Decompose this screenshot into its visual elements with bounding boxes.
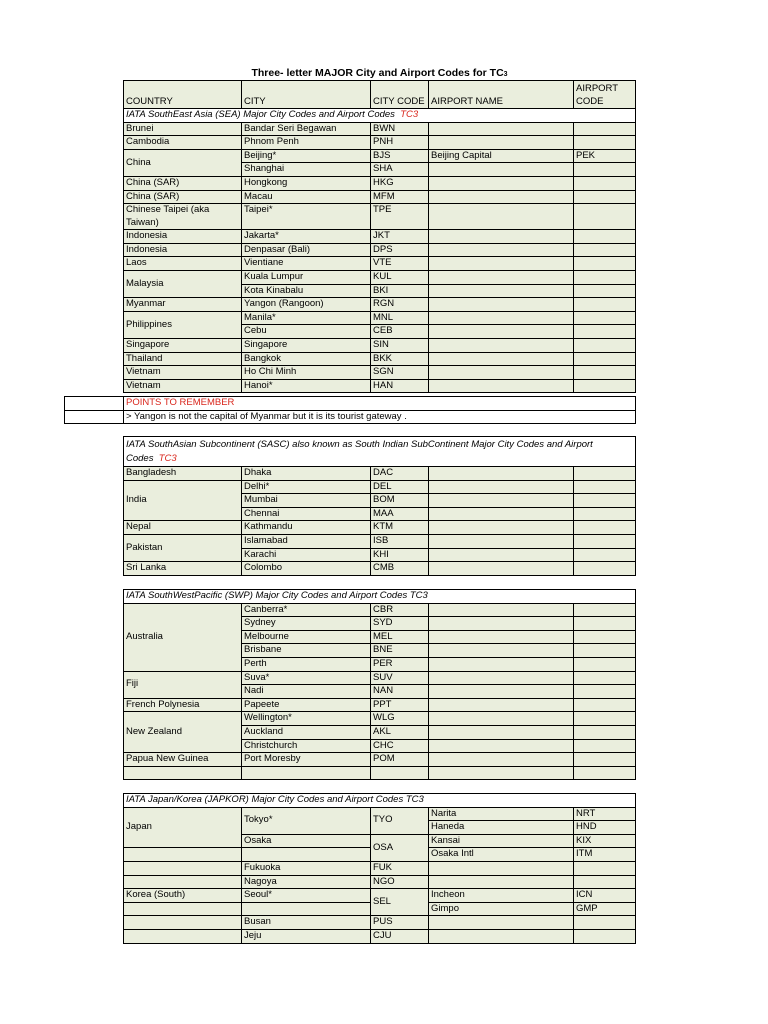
- city-code-cell: CEB: [371, 325, 429, 339]
- city-cell: Beijing*: [242, 149, 371, 163]
- city-cell: Christchurch: [242, 739, 371, 753]
- section-title-sasc: IATA SouthAsian Subcontinent (SASC) also known as South Indian SubContinent Major City Codes and Airport Codes TC3: [124, 437, 636, 467]
- country-cell: Laos: [124, 257, 242, 271]
- table-row: [124, 916, 636, 930]
- city-code-cell: PPT: [371, 698, 429, 712]
- airport-name-cell: [429, 163, 574, 177]
- table-row: [124, 753, 636, 767]
- points-note: > Yangon is not the capital of Myanmar but it is its tourist gateway .: [124, 410, 636, 424]
- table-row: [124, 766, 636, 780]
- city-code-cell: CJU: [371, 929, 429, 943]
- country-cell: China: [124, 149, 242, 176]
- airport-name-cell: [429, 176, 574, 190]
- airport-name-cell: Gimpo: [429, 902, 574, 916]
- city-code-cell: JKT: [371, 230, 429, 244]
- city-cell: Denpasar (Bali): [242, 243, 371, 257]
- city-cell: Wellington*: [242, 712, 371, 726]
- airport-code-cell: [574, 284, 636, 298]
- city-code-cell: BWN: [371, 122, 429, 136]
- city-code-cell: PER: [371, 657, 429, 671]
- city-code-cell: PUS: [371, 916, 429, 930]
- table-row: [124, 861, 636, 875]
- city-code-cell: CMB: [371, 562, 429, 576]
- city-code-cell: DEL: [371, 480, 429, 494]
- table-row: [124, 190, 636, 204]
- country-cell: Korea (South): [124, 889, 242, 903]
- city-code-cell: SYD: [371, 617, 429, 631]
- city-code-cell: TYO: [371, 807, 429, 834]
- city-code-cell: BOM: [371, 494, 429, 508]
- airport-name-cell: Beijing Capital: [429, 149, 574, 163]
- city-code-cell: MFM: [371, 190, 429, 204]
- sasc-table: [123, 436, 636, 576]
- city-cell: Brisbane: [242, 644, 371, 658]
- city-cell: Delhi*: [242, 480, 371, 494]
- city-code-cell: SUV: [371, 671, 429, 685]
- country-cell: Nepal: [124, 521, 242, 535]
- city-cell: Colombo: [242, 562, 371, 576]
- city-cell: Islamabad: [242, 534, 371, 548]
- city-cell: Perth: [242, 657, 371, 671]
- table-row: [124, 257, 636, 271]
- table-row: [124, 176, 636, 190]
- city-code-cell: TPE: [371, 204, 429, 230]
- table-row: [124, 243, 636, 257]
- table-row: [124, 136, 636, 150]
- table-row: [124, 311, 636, 325]
- page-title: Three- letter MAJOR City and Airport Codes for TC3: [251, 67, 508, 79]
- airport-name-cell: [429, 352, 574, 366]
- city-code-cell: RGN: [371, 298, 429, 312]
- country-cell: Brunei: [124, 122, 242, 136]
- city-code-cell: SHA: [371, 163, 429, 177]
- city-code-cell: BKK: [371, 352, 429, 366]
- city-cell: Kathmandu: [242, 521, 371, 535]
- city-code-cell: KUL: [371, 270, 429, 284]
- airport-name-cell: [429, 190, 574, 204]
- airport-code-cell: [574, 243, 636, 257]
- points-to-remember: [64, 396, 636, 424]
- airport-code-cell: HND: [574, 821, 636, 835]
- airport-code-cell: [574, 379, 636, 393]
- table-row: [124, 875, 636, 889]
- airport-name-cell: [429, 257, 574, 271]
- city-code-cell: BJS: [371, 149, 429, 163]
- airport-name-cell: [429, 270, 574, 284]
- airport-code-cell: [574, 136, 636, 150]
- city-cell: Sydney: [242, 617, 371, 631]
- city-cell: Karachi: [242, 548, 371, 562]
- country-cell: Japan: [124, 807, 242, 848]
- city-cell: Mumbai: [242, 494, 371, 508]
- country-cell: Indonesia: [124, 230, 242, 244]
- country-cell: China (SAR): [124, 176, 242, 190]
- airport-code-cell: [574, 270, 636, 284]
- city-code-cell: PNH: [371, 136, 429, 150]
- airport-code-cell: ICN: [574, 889, 636, 903]
- table-row: [124, 929, 636, 943]
- city-cell: Hongkong: [242, 176, 371, 190]
- city-cell: Osaka: [242, 834, 371, 848]
- city-code-cell: KHI: [371, 548, 429, 562]
- airport-code-cell: [574, 257, 636, 271]
- table-row: [124, 149, 636, 163]
- header-city: CITY: [242, 81, 371, 109]
- city-cell: Jakarta*: [242, 230, 371, 244]
- city-code-cell: MEL: [371, 630, 429, 644]
- airport-code-cell: [574, 338, 636, 352]
- city-cell: Cebu: [242, 325, 371, 339]
- city-cell: Taipei*: [242, 204, 371, 230]
- city-cell: Yangon (Rangoon): [242, 298, 371, 312]
- section-title-japkor: IATA Japan/Korea (JAPKOR) Major City Codes and Airport Codes TC3: [124, 794, 636, 808]
- city-cell: Phnom Penh: [242, 136, 371, 150]
- table-row: [124, 204, 636, 230]
- japkor-table: [123, 793, 636, 944]
- city-code-cell: POM: [371, 753, 429, 767]
- table-row: [124, 562, 636, 576]
- table-row: [124, 298, 636, 312]
- city-cell: Papeete: [242, 698, 371, 712]
- country-cell: Fiji: [124, 671, 242, 698]
- table-row: [124, 712, 636, 726]
- header-country: COUNTRY: [124, 81, 242, 109]
- table-row: [124, 270, 636, 284]
- city-cell: Suva*: [242, 671, 371, 685]
- table-row: [124, 671, 636, 685]
- airport-code-cell: [574, 190, 636, 204]
- airport-code-cell: PEK: [574, 149, 636, 163]
- table-row: [124, 352, 636, 366]
- city-code-cell: AKL: [371, 725, 429, 739]
- city-cell: Manila*: [242, 311, 371, 325]
- airport-code-cell: [574, 122, 636, 136]
- city-cell: Kota Kinabalu: [242, 284, 371, 298]
- country-cell: Vietnam: [124, 379, 242, 393]
- city-code-cell: HAN: [371, 379, 429, 393]
- country-cell: Singapore: [124, 338, 242, 352]
- airport-code-cell: [574, 352, 636, 366]
- city-code-cell: VTE: [371, 257, 429, 271]
- city-code-cell: FUK: [371, 861, 429, 875]
- country-cell: Cambodia: [124, 136, 242, 150]
- table-row: [124, 122, 636, 136]
- country-cell: Thailand: [124, 352, 242, 366]
- city-code-cell: BKI: [371, 284, 429, 298]
- city-cell: Chennai: [242, 507, 371, 521]
- city-code-cell: NGO: [371, 875, 429, 889]
- airport-name-cell: [429, 311, 574, 325]
- airport-name-cell: Osaka Intl: [429, 848, 574, 862]
- city-cell: Fukuoka: [242, 861, 371, 875]
- airport-code-cell: ITM: [574, 848, 636, 862]
- country-cell: Myanmar: [124, 298, 242, 312]
- airport-code-cell: [574, 298, 636, 312]
- airport-code-cell: [574, 230, 636, 244]
- table-row: [124, 480, 636, 494]
- airport-name-cell: [429, 366, 574, 380]
- city-code-cell: ISB: [371, 534, 429, 548]
- airport-name-cell: [429, 298, 574, 312]
- country-cell: Vietnam: [124, 366, 242, 380]
- points-title: POINTS TO REMEMBER: [124, 397, 636, 411]
- city-cell: Kuala Lumpur: [242, 270, 371, 284]
- table-row: [124, 379, 636, 393]
- table-row: [124, 366, 636, 380]
- airport-code-cell: [574, 311, 636, 325]
- city-cell: Shanghai: [242, 163, 371, 177]
- country-cell: Papua New Guinea: [124, 753, 242, 767]
- city-code-cell: BNE: [371, 644, 429, 658]
- airport-name-cell: [429, 243, 574, 257]
- city-code-cell: CHC: [371, 739, 429, 753]
- airport-code-cell: [574, 366, 636, 380]
- city-cell: Bandar Seri Begawan: [242, 122, 371, 136]
- city-code-cell: HKG: [371, 176, 429, 190]
- city-cell: Vientiane: [242, 257, 371, 271]
- table-row: [124, 889, 636, 903]
- city-code-cell: MAA: [371, 507, 429, 521]
- city-cell: Melbourne: [242, 630, 371, 644]
- airport-name-cell: [429, 204, 574, 230]
- table-row: [124, 603, 636, 617]
- city-code-cell: DAC: [371, 467, 429, 481]
- airport-name-cell: [429, 338, 574, 352]
- airport-code-cell: [574, 176, 636, 190]
- city-code-cell: KTM: [371, 521, 429, 535]
- airport-code-cell: NRT: [574, 807, 636, 821]
- city-code-cell: MNL: [371, 311, 429, 325]
- city-code-cell: SEL: [371, 889, 429, 916]
- airport-code-cell: [574, 325, 636, 339]
- city-cell: Tokyo*: [242, 807, 371, 834]
- airport-name-cell: [429, 284, 574, 298]
- country-cell: Chinese Taipei (aka Taiwan): [124, 204, 242, 230]
- city-cell: Auckland: [242, 725, 371, 739]
- city-cell: Canberra*: [242, 603, 371, 617]
- city-cell: Nadi: [242, 685, 371, 699]
- header-row: [124, 81, 636, 109]
- city-cell: Port Moresby: [242, 753, 371, 767]
- country-cell: Indonesia: [124, 243, 242, 257]
- city-code-cell: NAN: [371, 685, 429, 699]
- airport-name-cell: [429, 379, 574, 393]
- city-cell: Seoul*: [242, 889, 371, 903]
- table-row: [124, 698, 636, 712]
- airport-name-cell: Incheon: [429, 889, 574, 903]
- section-title-swp: IATA SouthWestPacific (SWP) Major City Codes and Airport Codes TC3: [124, 590, 636, 604]
- city-code-cell: CBR: [371, 603, 429, 617]
- city-cell: Jeju: [242, 929, 371, 943]
- country-cell: China (SAR): [124, 190, 242, 204]
- airport-name-cell: [429, 325, 574, 339]
- airport-code-cell: [574, 163, 636, 177]
- airport-code-cell: KIX: [574, 834, 636, 848]
- header-city-code: CITY CODE: [371, 81, 429, 109]
- table-row: [124, 521, 636, 535]
- section-row: [124, 109, 636, 123]
- airport-code-cell: [574, 204, 636, 230]
- airport-name-cell: Kansai: [429, 834, 574, 848]
- airport-code-cell: GMP: [574, 902, 636, 916]
- airport-name-cell: [429, 136, 574, 150]
- country-cell: Malaysia: [124, 270, 242, 297]
- city-cell: Bangkok: [242, 352, 371, 366]
- city-code-cell: SIN: [371, 338, 429, 352]
- city-cell: Singapore: [242, 338, 371, 352]
- city-code-cell: OSA: [371, 834, 429, 861]
- table-row: [124, 534, 636, 548]
- city-cell: Hanoi*: [242, 379, 371, 393]
- header-airport-code: AIRPORT CODE: [574, 81, 636, 109]
- city-cell: Macau: [242, 190, 371, 204]
- header-airport-name: AIRPORT NAME: [429, 81, 574, 109]
- city-code-cell: WLG: [371, 712, 429, 726]
- city-cell: Dhaka: [242, 467, 371, 481]
- city-code-cell: DPS: [371, 243, 429, 257]
- table-row: [124, 467, 636, 481]
- country-cell: Pakistan: [124, 534, 242, 561]
- airport-name-cell: [429, 122, 574, 136]
- country-cell: Philippines: [124, 311, 242, 338]
- airport-name-cell: Narita: [429, 807, 574, 821]
- country-cell: Bangladesh: [124, 467, 242, 481]
- city-cell: Busan: [242, 916, 371, 930]
- table-row: [124, 338, 636, 352]
- country-cell: French Polynesia: [124, 698, 242, 712]
- country-cell: Sri Lanka: [124, 562, 242, 576]
- country-cell: New Zealand: [124, 712, 242, 753]
- swp-table: [123, 589, 636, 780]
- sea-table: [123, 80, 636, 393]
- airport-name-cell: Haneda: [429, 821, 574, 835]
- city-cell: Ho Chi Minh: [242, 366, 371, 380]
- section-title-sea: IATA SouthEast Asia (SEA) Major City Codes and Airport Codes TC3: [124, 109, 636, 123]
- city-code-cell: SGN: [371, 366, 429, 380]
- country-cell: Australia: [124, 603, 242, 671]
- airport-name-cell: [429, 230, 574, 244]
- table-row: [124, 807, 636, 821]
- city-cell: Nagoya: [242, 875, 371, 889]
- country-cell: India: [124, 480, 242, 521]
- table-row: [124, 230, 636, 244]
